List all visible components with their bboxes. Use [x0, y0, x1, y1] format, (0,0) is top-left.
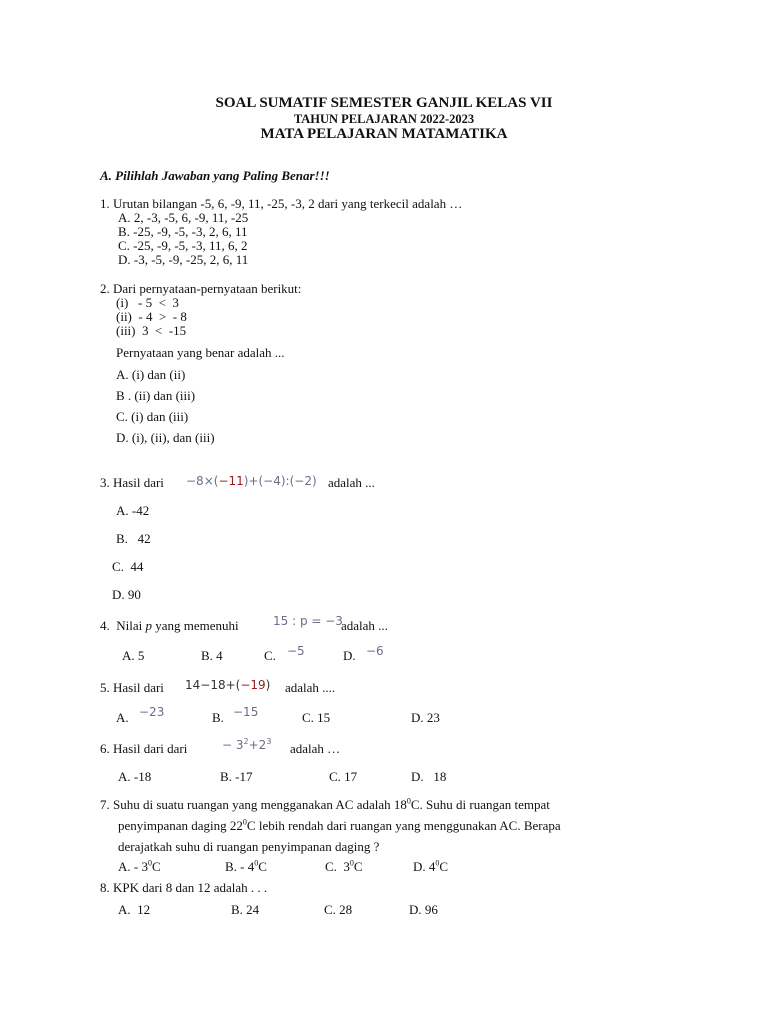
exam-year: TAHUN PELAJARAN 2022-2023	[293, 112, 475, 126]
question-2-prompt: Pernyataan yang benar adalah ...	[116, 345, 285, 360]
question-2-statement-1: (i) - 5 < 3	[116, 295, 179, 310]
question-7-option-c-unit: C	[353, 859, 363, 874]
question-5-expression-part-1: 14−18+(	[185, 678, 241, 692]
question-2-statement-2: (ii) - 4 > - 8	[116, 309, 187, 324]
question-4-lead-text-2: yang memenuhi	[155, 618, 239, 633]
question-5-tail: adalah ....	[285, 680, 336, 695]
question-4-variable: p	[145, 618, 152, 633]
question-4-option-b: B. 4	[201, 648, 223, 663]
question-7-option-b-degree: 0	[254, 858, 259, 868]
question-1-option-d: D. -3, -5, -9, -25, 2, 6, 11	[118, 252, 249, 267]
question-1-stem: 1. Urutan bilangan -5, 6, -9, 11, -25, -3, 2 dari yang terkecil adalah …	[100, 196, 463, 211]
question-7-line-2-text-2: C lebih rendah dari ruangan yang menggunakan AC. Berapa	[246, 818, 561, 833]
question-6-option-b: B. -17	[220, 769, 253, 784]
question-7-line-2	[118, 819, 561, 832]
question-8-stem: 8. KPK dari 8 dan 12 adalah . . .	[100, 880, 268, 895]
question-7-line-3: derajatkah suhu di ruangan penyimpanan daging ?	[118, 839, 380, 854]
question-2-option-a: A. (i) dan (ii)	[116, 367, 186, 382]
question-7-option-c	[325, 860, 363, 873]
question-8-option-b: B. 24	[231, 902, 260, 917]
question-6-expression-exponent-1: 2	[243, 737, 249, 746]
question-4-lead	[100, 619, 239, 632]
question-2-option-d: D. (i), (ii), dan (iii)	[116, 430, 215, 445]
question-6-expression-base-1: − 3	[222, 738, 244, 752]
question-5-option-a-value: −23	[139, 705, 165, 719]
question-3-expression-part-3: )+(−4):(−2)	[243, 474, 317, 488]
question-4-option-d-value: −6	[366, 644, 384, 658]
question-3-option-b: B. 42	[116, 531, 151, 546]
question-3-expression-part-1: −8×(	[186, 474, 219, 488]
question-5-option-c: C. 15	[302, 710, 331, 725]
question-6-option-a: A. -18	[118, 769, 152, 784]
question-7-option-a-text: A. - 3	[118, 859, 148, 874]
question-4-option-a: A. 5	[122, 648, 145, 663]
question-7-option-d-text: D. 4	[413, 859, 436, 874]
question-4-option-c	[264, 649, 276, 662]
question-7-line-1-text-2: C. Suhu di ruangan tempat	[410, 797, 550, 812]
question-2-option-c: C. (i) dan (iii)	[116, 409, 189, 424]
question-6-expression-exponent-2: 3	[266, 737, 272, 746]
question-5-option-b-label: B.	[212, 710, 224, 725]
question-8-option-c: C. 28	[324, 902, 353, 917]
question-7-line-1-degree: 0	[406, 796, 411, 806]
question-1-option-b: B. -25, -9, -5, -3, 2, 6, 11	[118, 224, 248, 239]
question-3-lead: 3. Hasil dari	[100, 475, 164, 490]
question-5-option-d: D. 23	[411, 710, 440, 725]
question-7-option-b-text: B. - 4	[225, 859, 255, 874]
question-7-option-d-degree: 0	[435, 858, 440, 868]
question-5-option-a-label: A.	[116, 710, 129, 725]
section-heading: A. Pilihlah Jawaban yang Paling Benar!!!	[100, 168, 330, 183]
question-2-stem: 2. Dari pernyataan-pernyataan berikut:	[100, 281, 302, 296]
question-7-option-d-unit: C	[439, 859, 449, 874]
question-3-expression-part-2: −11	[218, 474, 244, 488]
question-7-option-c-degree: 0	[349, 858, 354, 868]
question-1-option-a: A. 2, -3, -5, 6, -9, 11, -25	[118, 210, 249, 225]
question-3-option-d: D. 90	[112, 587, 141, 602]
question-4-lead-text: 4. Nilai	[100, 618, 143, 633]
question-6-option-d: D. 18	[411, 769, 447, 784]
question-3-expression	[186, 474, 317, 487]
question-6-expression	[222, 739, 271, 751]
question-4-option-d	[343, 649, 356, 662]
question-2-statement-3: (iii) 3 < -15	[116, 323, 187, 338]
question-5-expression-part-3: )	[265, 678, 271, 692]
question-7-line-1-text: 7. Suhu di suatu ruangan yang mengganakan AC adalah 18	[100, 797, 407, 812]
question-1-option-c: C. -25, -9, -5, -3, 11, 6, 2	[118, 238, 248, 253]
question-7-line-2-degree: 0	[242, 817, 247, 827]
question-5-expression-part-2: −19	[240, 678, 266, 692]
question-6-lead: 6. Hasil dari dari	[100, 741, 188, 756]
question-5-expression	[185, 678, 270, 691]
question-4-option-d-label: D.	[343, 648, 356, 663]
question-7-option-b	[225, 860, 267, 873]
question-6-expression-base-2: +2	[248, 738, 267, 752]
question-3-tail: adalah ...	[328, 475, 375, 490]
question-7-option-a-degree: 0	[147, 858, 152, 868]
question-3-option-c: C. 44	[112, 559, 144, 574]
exam-subject: MATA PELAJARAN MATAMATIKA	[260, 126, 508, 142]
question-7-option-b-unit: C	[258, 859, 267, 874]
question-7-option-a-unit: C	[151, 859, 161, 874]
question-2-option-b: B . (ii) dan (iii)	[116, 388, 196, 403]
question-7-line-2-text: penyimpanan daging 22	[118, 818, 243, 833]
question-7-option-d	[413, 860, 448, 873]
question-5-option-b-value: −15	[233, 705, 259, 719]
question-3-option-a: A. -42	[116, 503, 150, 518]
question-8-option-d: D. 96	[409, 902, 438, 917]
question-6-tail: adalah …	[290, 741, 341, 756]
question-6-option-c: C. 17	[329, 769, 358, 784]
question-4-option-c-label: C.	[264, 648, 276, 663]
question-8-option-a: A. 12	[118, 902, 151, 917]
question-7-line-1	[100, 798, 550, 811]
question-7-option-a	[118, 860, 161, 873]
question-7-option-c-text: C. 3	[325, 859, 350, 874]
question-4-option-c-value: −5	[287, 644, 305, 658]
question-4-expression: 15 : p = −3	[273, 614, 343, 628]
question-5-lead: 5. Hasil dari	[100, 680, 164, 695]
question-4-tail: adalah ...	[341, 618, 388, 633]
exam-title: SOAL SUMATIF SEMESTER GANJIL KELAS VII	[215, 95, 553, 111]
